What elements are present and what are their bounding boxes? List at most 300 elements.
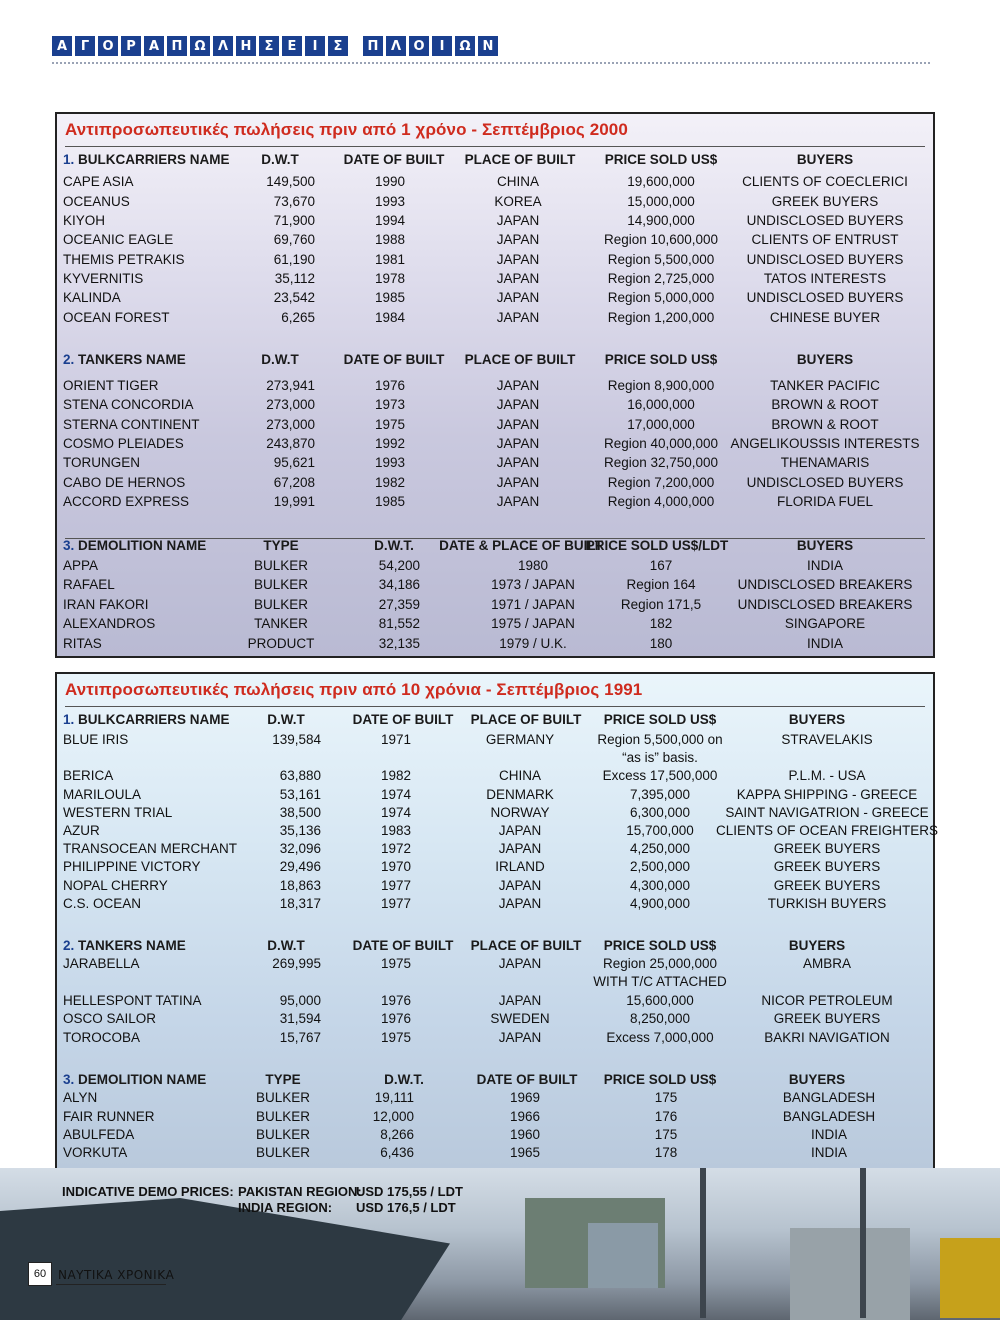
- port-machine: [940, 1238, 1000, 1318]
- header-letter: Ο: [98, 36, 118, 56]
- demo-1991-cell-date-place: 1966: [509, 1109, 541, 1124]
- demo-2000-cell-price: 167: [649, 558, 673, 573]
- demo-2000-cell-buyers: INDIA: [806, 636, 844, 651]
- tank-2000-cell-price: Region 40,000,000: [603, 436, 719, 451]
- port-building: [790, 1228, 910, 1320]
- demo-2000-header-row: [57, 538, 933, 557]
- bulk-1991-cell-buyers: KAPPA SHIPPING - GREECE: [736, 787, 918, 802]
- tank-1991-cell-date: 1975: [380, 1030, 412, 1045]
- demo-2000-cell-buyers: UNDISCLOSED BREAKERS: [737, 597, 913, 612]
- header-letter: Σ: [259, 36, 279, 56]
- tank-1991-row: [57, 1011, 933, 1030]
- tank-2000-cell-price: Region 8,900,000: [607, 378, 715, 393]
- bulk-2000-cell-place: JAPAN: [496, 310, 540, 325]
- tank-1991-cell-date: 1975: [380, 956, 412, 971]
- tank-2000-row: [57, 494, 933, 513]
- header-letter: Η: [236, 36, 256, 56]
- bulk-2000-cell-dwt: 61,190: [273, 252, 315, 267]
- demo-1991-cell-price: 175: [654, 1127, 678, 1142]
- tank-2000-header-buyers: BUYERS: [796, 352, 854, 367]
- demo-1991-row: [57, 1109, 933, 1128]
- demo-2000-cell-name: IRAN FAKORI: [63, 597, 149, 612]
- bulk-1991-cell-name: PHILIPPINE VICTORY: [63, 859, 201, 874]
- header-divider: [52, 62, 930, 64]
- demo-2000-cell-date-place: 1971 / JAPAN: [491, 597, 575, 612]
- bulk-2000-cell-price: Region 2,725,000: [607, 271, 715, 286]
- demo-1991-cell-name: ABULFEDA: [63, 1127, 135, 1142]
- indicative-label: INDICATIVE DEMO PRICES:: [62, 1184, 234, 1199]
- bulk-1991-cell-dwt: 63,880: [279, 768, 321, 783]
- bulk-1991-header-place: PLACE OF BUILT: [470, 712, 582, 727]
- demo-2000-header-dwt: D.W.T.: [374, 538, 414, 553]
- tank-1991-cell-place: JAPAN: [498, 1030, 542, 1045]
- demo-2000-section-number: 3.: [63, 538, 75, 553]
- demo-1991-cell-dwt: 19,111: [374, 1090, 414, 1105]
- bulk-1991-cell-buyers: GREEK BUYERS: [773, 841, 881, 856]
- bulk-1991-cell-name: WESTERN TRIAL: [63, 805, 173, 820]
- bulk-1991-cell-place: JAPAN: [498, 841, 542, 856]
- bulk-1991-cell-buyers: GREEK BUYERS: [773, 878, 881, 893]
- magazine-name: ΝΑΥΤΙΚΑ ΧΡΟΝΙΚΑ: [58, 1268, 175, 1282]
- tank-2000-cell-date: 1985: [374, 494, 406, 509]
- demo-2000-cell-type: BULKER: [253, 577, 309, 592]
- bulk-1991-cell-price: “as is” basis.: [622, 750, 698, 765]
- bulk-2000-cell-name: OCEAN FOREST: [63, 310, 170, 325]
- header-letter: Ο: [409, 36, 429, 56]
- tank-2000-header-place: PLACE OF BUILT: [464, 352, 576, 367]
- demo-2000-cell-price: 182: [649, 616, 673, 631]
- tank-2000-cell-buyers: ANGELIKOUSSIS INTERESTS: [730, 436, 920, 451]
- magazine-underline: [56, 1284, 166, 1285]
- bulk-2000-cell-date: 1993: [374, 194, 406, 209]
- demo-2000-cell-dwt: 54,200: [378, 558, 420, 573]
- demo-2000-cell-dwt: 27,359: [378, 597, 420, 612]
- bulk-1991-cell-place: JAPAN: [498, 823, 542, 838]
- tank-1991-cell-date: 1976: [380, 993, 412, 1008]
- bulk-2000-row: [57, 194, 933, 213]
- bulk-1991-cell-place: CHINA: [498, 768, 542, 783]
- bulk-2000-cell-buyers: GREEK BUYERS: [771, 194, 879, 209]
- bulk-2000-cell-price: Region 5,500,000: [607, 252, 715, 267]
- tank-1991-header-buyers: BUYERS: [788, 938, 846, 953]
- bulk-2000-cell-date: 1994: [374, 213, 406, 228]
- demo-1991-row: [57, 1127, 933, 1146]
- bulk-1991-cell-place: GERMANY: [485, 732, 555, 747]
- tank-2000-row: [57, 455, 933, 474]
- bulk-1991-cell-date: 1972: [380, 841, 412, 856]
- tank-1991-cell-name: OSCO SAILOR: [63, 1011, 157, 1026]
- bulk-2000-cell-dwt: 69,760: [273, 232, 315, 247]
- tank-1991-cell-dwt: 269,995: [272, 956, 321, 971]
- bulk-1991-cell-price: 4,900,000: [629, 896, 691, 911]
- bulk-1991-row: [57, 859, 933, 878]
- tank-1991-header-price: PRICE SOLD US$: [603, 938, 717, 953]
- bulk-1991-cell-date: 1982: [380, 768, 412, 783]
- bulk-2000-cell-place: JAPAN: [496, 232, 540, 247]
- demo-2000-cell-price: 180: [649, 636, 673, 651]
- tank-2000-cell-place: JAPAN: [496, 494, 540, 509]
- bulk-1991-cell-buyers: GREEK BUYERS: [773, 859, 881, 874]
- tank-1991-header-date: DATE OF BUILT: [352, 938, 454, 953]
- demo-2000-row: [57, 577, 933, 596]
- tank-2000-cell-buyers: THENAMARIS: [780, 455, 870, 470]
- panel-title: Αντιπροσωπευτικές πωλήσεις πριν από 10 χρόνια - Σεπτέμβριος 1991: [65, 680, 643, 699]
- tank-1991-cell-buyers: BAKRI NAVIGATION: [764, 1030, 890, 1045]
- tank-2000-cell-date: 1975: [374, 417, 406, 432]
- tank-2000-cell-place: JAPAN: [496, 378, 540, 393]
- tank-2000-cell-name: ACCORD EXPRESS: [63, 494, 190, 509]
- bulk-1991-cell-place: IRLAND: [495, 859, 545, 874]
- bulk-2000-cell-place: CHINA: [496, 174, 540, 189]
- bulk-2000-row: [57, 252, 933, 271]
- tank-2000-header-row: [57, 352, 933, 371]
- bulk-1991-header-buyers: BUYERS: [788, 712, 846, 727]
- bulk-1991-cell-place: DENMARK: [486, 787, 554, 802]
- demo-2000-cell-name: APPA: [63, 558, 99, 573]
- demo-1991-cell-buyers: INDIA: [810, 1145, 848, 1160]
- demo-2000-header-name: DEMOLITION NAME: [78, 538, 207, 553]
- truck-cabin: [588, 1223, 658, 1288]
- bulk-2000-header-name: BULKCARRIERS NAME: [78, 152, 230, 167]
- bulk-1991-row: [57, 823, 939, 842]
- panel-title: Αντιπροσωπευτικές πωλήσεις πριν από 1 χρόνο - Σεπτέμβριος 2000: [65, 120, 628, 139]
- demo-1991-cell-price: 176: [654, 1109, 678, 1124]
- bulk-1991-cell-price: 2,500,000: [629, 859, 691, 874]
- demo-1991-header-buyers: BUYERS: [788, 1072, 846, 1087]
- bulk-1991-cell-dwt: 38,500: [279, 805, 321, 820]
- demo-1991-cell-price: 175: [654, 1090, 678, 1105]
- tank-1991-cell-name: HELLESPONT TATINA: [63, 993, 202, 1008]
- demo-2000-header-date-place: DATE & PLACE OF BUILT: [439, 538, 603, 553]
- bulk-2000-row: [57, 310, 933, 329]
- bulk-1991-cell-name: C.S. OCEAN: [63, 896, 142, 911]
- bulk-1991-cell-name: AZUR: [63, 823, 100, 838]
- demo-2000-row: [57, 597, 933, 616]
- demo-2000-cell-type: BULKER: [253, 597, 309, 612]
- page-number: 60: [28, 1262, 52, 1286]
- bulk-2000-cell-price: Region 1,200,000: [607, 310, 715, 325]
- tank-1991-cell-price: Excess 7,000,000: [606, 1030, 714, 1045]
- tank-1991-section-number: 2.: [63, 938, 75, 953]
- demo-2000-cell-date-place: 1975 / JAPAN: [491, 616, 575, 631]
- tank-2000-cell-dwt: 95,621: [273, 455, 315, 470]
- panel-sales-2000: [55, 112, 935, 658]
- demo-2000-row: [57, 636, 933, 655]
- pakistan-value: USD 175,55 / LDT: [356, 1184, 463, 1199]
- title-underline: [65, 146, 925, 147]
- bulk-2000-header-date: DATE OF BUILT: [343, 152, 445, 167]
- header-letter: Ν: [478, 36, 498, 56]
- bulk-1991-cell-dwt: 18,863: [279, 878, 321, 893]
- bulk-1991-row: [57, 787, 933, 806]
- tank-1991-cell-buyers: GREEK BUYERS: [773, 1011, 881, 1026]
- tank-2000-cell-dwt: 19,991: [273, 494, 315, 509]
- tank-2000-header-dwt: D.W.T: [261, 352, 299, 367]
- tank-1991-cell-price: 8,250,000: [629, 1011, 691, 1026]
- bulk-1991-cell-buyers: SAINT NAVIGATRION - GREECE: [725, 805, 929, 820]
- bulk-1991-header-row: [57, 712, 933, 731]
- tank-2000-row: [57, 475, 933, 494]
- bulk-1991-cell-price: Region 5,500,000 on: [597, 732, 723, 747]
- demo-2000-header-buyers: BUYERS: [796, 538, 854, 553]
- bulk-1991-cell-buyers: STRAVELAKIS: [781, 732, 873, 747]
- bulk-2000-header-price: PRICE SOLD US$: [604, 152, 718, 167]
- header-letter: Π: [167, 36, 187, 56]
- header-gap: [351, 36, 360, 56]
- bulk-1991-cell-dwt: 18,317: [279, 896, 321, 911]
- bulk-2000-cell-place: JAPAN: [496, 252, 540, 267]
- tank-1991-row: [57, 1030, 933, 1049]
- bulk-1991-cell-place: JAPAN: [498, 878, 542, 893]
- bulk-1991-cell-price: Excess 17,500,000: [602, 768, 718, 783]
- demo-2000-cell-date-place: 1980: [517, 558, 549, 573]
- bulk-2000-cell-price: Region 10,600,000: [603, 232, 719, 247]
- bulk-1991-cell-price: 4,250,000: [629, 841, 691, 856]
- bulk-1991-cell-price: 7,395,000: [629, 787, 691, 802]
- bulk-1991-cell-buyers: TURKISH BUYERS: [767, 896, 887, 911]
- tank-2000-cell-dwt: 273,000: [266, 397, 315, 412]
- tank-2000-cell-name: STERNA CONTINENT: [63, 417, 200, 432]
- bulk-2000-cell-buyers: UNDISCLOSED BUYERS: [746, 290, 904, 305]
- demo-2000-cell-name: RITAS: [63, 636, 102, 651]
- demo-2000-cell-buyers: INDIA: [806, 558, 844, 573]
- header-letter: Α: [144, 36, 164, 56]
- tank-2000-cell-date: 1993: [374, 455, 406, 470]
- bulk-2000-cell-date: 1978: [374, 271, 406, 286]
- bulk-2000-cell-dwt: 23,542: [273, 290, 315, 305]
- pakistan-label: PAKISTAN REGION:: [238, 1184, 362, 1199]
- bulk-2000-row: [57, 271, 933, 290]
- bulk-2000-cell-name: KIYOH: [63, 213, 106, 228]
- bulk-2000-cell-date: 1990: [374, 174, 406, 189]
- tank-1991-header-name: TANKERS NAME: [78, 938, 186, 953]
- bulk-1991-cell-date: 1970: [380, 859, 412, 874]
- tank-2000-cell-name: CABO DE HERNOS: [63, 475, 186, 490]
- bulk-2000-row: [57, 174, 933, 193]
- bulk-1991-cell-dwt: 32,096: [279, 841, 321, 856]
- demo-2000-cell-type: BULKER: [253, 558, 309, 573]
- tank-1991-cell-price: Region 25,000,000: [602, 956, 718, 971]
- demo-2000-header-price: PRICE SOLD US$/LDT: [585, 538, 729, 553]
- demo-1991-row: [57, 1090, 933, 1109]
- tank-2000-row: [57, 436, 933, 455]
- bulk-2000-cell-dwt: 71,900: [273, 213, 315, 228]
- bulk-1991-cell-date: 1971: [380, 732, 412, 747]
- tank-2000-cell-date: 1973: [374, 397, 406, 412]
- tank-2000-cell-price: Region 32,750,000: [603, 455, 719, 470]
- demo-1991-header-name: DEMOLITION NAME: [78, 1072, 207, 1087]
- demo-2000-cell-price: Region 164: [626, 577, 696, 592]
- tank-2000-cell-dwt: 273,000: [266, 417, 315, 432]
- bulk-1991-row: [57, 805, 933, 824]
- bulk-2000-cell-buyers: CLIENTS OF ENTRUST: [751, 232, 899, 247]
- bulk-2000-cell-name: KYVERNITIS: [63, 271, 144, 286]
- bulk-2000-row: [57, 290, 933, 309]
- tank-2000-cell-place: JAPAN: [496, 397, 540, 412]
- bulk-1991-cell-date: 1974: [380, 805, 412, 820]
- bulk-1991-row: [57, 768, 933, 787]
- bulk-2000-cell-date: 1988: [374, 232, 406, 247]
- header-letter: Ι: [305, 36, 325, 56]
- demo-2000-header-type: TYPE: [263, 538, 299, 553]
- tank-1991-cell-date: 1976: [380, 1011, 412, 1026]
- demo-1991-cell-name: ALYN: [63, 1090, 98, 1105]
- tank-1991-cell-name: TOROCOBA: [63, 1030, 141, 1045]
- tank-2000-cell-dwt: 273,941: [266, 378, 315, 393]
- bulk-1991-cell-date: 1974: [380, 787, 412, 802]
- tank-2000-cell-dwt: 67,208: [273, 475, 315, 490]
- tank-1991-cell-place: JAPAN: [498, 956, 542, 971]
- bulk-2000-row: [57, 232, 933, 251]
- bulk-1991-cell-name: MARILOULA: [63, 787, 142, 802]
- tank-1991-cell-price: WITH T/C ATTACHED: [593, 974, 727, 989]
- tank-2000-cell-name: ORIENT TIGER: [63, 378, 159, 393]
- ship-hull: [0, 1198, 450, 1320]
- bulk-1991-row: [57, 878, 933, 897]
- tank-2000-cell-buyers: TANKER PACIFIC: [770, 378, 880, 393]
- section-header: [52, 36, 498, 56]
- bulk-1991-cell-dwt: 53,161: [279, 787, 321, 802]
- bulk-1991-cell-date: 1977: [380, 878, 412, 893]
- bulk-1991-cell-name: BLUE IRIS: [63, 732, 129, 747]
- demo-1991-cell-date-place: 1960: [509, 1127, 541, 1142]
- bulk-1991-cell-price: 15,700,000: [626, 823, 694, 838]
- bulk-1991-header-name: BULKCARRIERS NAME: [78, 712, 230, 727]
- demo-2000-cell-buyers: UNDISCLOSED BREAKERS: [737, 577, 913, 592]
- bulk-2000-section-number: 1.: [63, 152, 75, 167]
- india-label: INDIA REGION:: [238, 1200, 333, 1215]
- bulk-2000-cell-name: THEMIS PETRAKIS: [63, 252, 185, 267]
- demo-1991-cell-dwt: 12,000: [372, 1109, 414, 1124]
- bulk-1991-header-date: DATE OF BUILT: [352, 712, 454, 727]
- demo-2000-row: [57, 558, 933, 577]
- demo-1991-cell-buyers: BANGLADESH: [782, 1090, 876, 1105]
- bulk-2000-cell-buyers: TATOS INTERESTS: [763, 271, 887, 286]
- tank-2000-section-number: 2.: [63, 352, 75, 367]
- bulk-1991-cell-dwt: 29,496: [279, 859, 321, 874]
- tank-1991-cell-dwt: 31,594: [279, 1011, 321, 1026]
- bulk-2000-cell-name: OCEANUS: [63, 194, 130, 209]
- demo-1991-cell-buyers: INDIA: [810, 1127, 848, 1142]
- tank-1991-cell-dwt: 95,000: [279, 993, 321, 1008]
- bulk-2000-header-dwt: D.W.T: [261, 152, 299, 167]
- tank-2000-header-date: DATE OF BUILT: [343, 352, 445, 367]
- tank-2000-cell-place: JAPAN: [496, 455, 540, 470]
- tank-1991-header-place: PLACE OF BUILT: [470, 938, 582, 953]
- tank-1991-cell-dwt: 15,767: [279, 1030, 321, 1045]
- header-letter: Ω: [455, 36, 475, 56]
- bulk-2000-row: [57, 213, 933, 232]
- tank-2000-cell-price: Region 4,000,000: [607, 494, 715, 509]
- demo-1991-cell-dwt: 8,266: [380, 1127, 414, 1142]
- demo-1991-cell-date-place: 1969: [509, 1090, 541, 1105]
- bulk-2000-cell-name: KALINDA: [63, 290, 121, 305]
- demo-2000-cell-dwt: 32,135: [378, 636, 420, 651]
- tank-1991-row: [57, 993, 933, 1012]
- header-letter: Γ: [75, 36, 95, 56]
- tank-1991-cell-place: SWEDEN: [490, 1011, 550, 1026]
- tank-1991-cell-price: 15,600,000: [626, 993, 694, 1008]
- bulk-2000-cell-buyers: CLIENTS OF COECLERICI: [742, 174, 908, 189]
- bulk-1991-cell-price: 4,300,000: [629, 878, 691, 893]
- bulk-1991-row: [57, 732, 933, 751]
- bulk-1991-header-dwt: D.W.T: [267, 712, 305, 727]
- bulk-1991-cell-date: 1983: [380, 823, 412, 838]
- panel-sales-1991: [55, 672, 939, 1170]
- bulk-2000-header-place: PLACE OF BUILT: [464, 152, 576, 167]
- bulk-1991-cell-buyers: CLIENTS OF OCEAN FREIGHTERS: [715, 823, 939, 838]
- tank-1991-row: [57, 974, 933, 993]
- bulk-2000-cell-buyers: UNDISCLOSED BUYERS: [746, 213, 904, 228]
- tank-1991-cell-buyers: AMBRA: [802, 956, 852, 971]
- demo-2000-cell-name: RAFAEL: [63, 577, 115, 592]
- tank-2000-cell-price: Region 7,200,000: [607, 475, 715, 490]
- demo-2000-cell-type: PRODUCT: [247, 636, 315, 651]
- bulk-2000-cell-price: 19,600,000: [627, 174, 695, 189]
- bulk-2000-cell-buyers: CHINESE BUYER: [769, 310, 881, 325]
- demo-1991-cell-type: BULKER: [255, 1145, 311, 1160]
- demo-1991-cell-dwt: 6,436: [380, 1145, 414, 1160]
- demo-2000-cell-type: TANKER: [254, 616, 308, 631]
- bulk-1991-cell-place: NORWAY: [490, 805, 550, 820]
- demo-1991-cell-date-place: 1965: [509, 1145, 541, 1160]
- tank-2000-row: [57, 378, 933, 397]
- bulk-2000-cell-buyers: UNDISCLOSED BUYERS: [746, 252, 904, 267]
- bulk-1991-cell-name: BERICA: [63, 768, 114, 783]
- demo-1991-cell-price: 178: [654, 1145, 678, 1160]
- tank-2000-cell-date: 1976: [374, 378, 406, 393]
- tank-2000-cell-date: 1992: [374, 436, 406, 451]
- crane-pole: [700, 1168, 706, 1318]
- tank-2000-header-name: TANKERS NAME: [78, 352, 186, 367]
- demo-1991-header-dwt: D.W.T.: [384, 1072, 424, 1087]
- tank-2000-cell-place: JAPAN: [496, 417, 540, 432]
- demo-1991-cell-name: VORKUTA: [63, 1145, 128, 1160]
- tank-2000-cell-place: JAPAN: [496, 475, 540, 490]
- demo-1991-row: [57, 1145, 933, 1164]
- tank-1991-cell-place: JAPAN: [498, 993, 542, 1008]
- tank-2000-cell-date: 1982: [374, 475, 406, 490]
- demo-1991-header-row: [57, 1072, 933, 1091]
- bulk-2000-cell-dwt: 35,112: [274, 271, 315, 286]
- bulk-1991-cell-buyers: P.L.M. - USA: [788, 768, 866, 783]
- tank-2000-cell-price: 16,000,000: [627, 397, 695, 412]
- header-letter: Ι: [432, 36, 452, 56]
- crane-pole: [860, 1168, 866, 1318]
- demo-1991-section-number: 3.: [63, 1072, 75, 1087]
- demo-2000-cell-price: Region 171,5: [620, 597, 702, 612]
- tank-1991-row: [57, 956, 933, 975]
- demo-1991-header-date-place: DATE OF BUILT: [476, 1072, 578, 1087]
- bulk-2000-header-row: [57, 152, 933, 171]
- tank-2000-header-price: PRICE SOLD US$: [604, 352, 718, 367]
- tank-2000-cell-place: JAPAN: [496, 436, 540, 451]
- bulk-2000-cell-place: KOREA: [494, 194, 542, 209]
- bulk-2000-header-buyers: BUYERS: [796, 152, 854, 167]
- bulk-2000-cell-date: 1984: [374, 310, 406, 325]
- bulk-2000-cell-place: JAPAN: [496, 290, 540, 305]
- demo-1991-cell-name: FAIR RUNNER: [63, 1109, 155, 1124]
- tank-1991-header-row: [57, 938, 933, 957]
- bulk-2000-cell-price: 15,000,000: [627, 194, 695, 209]
- bulk-2000-cell-price: 14,900,000: [627, 213, 695, 228]
- demo-2000-cell-name: ALEXANDROS: [63, 616, 156, 631]
- bulk-2000-cell-date: 1981: [374, 252, 406, 267]
- demo-1991-header-type: TYPE: [265, 1072, 301, 1087]
- bulk-1991-cell-date: 1977: [380, 896, 412, 911]
- demo-1991-cell-buyers: BANGLADESH: [782, 1109, 876, 1124]
- bulk-2000-cell-place: JAPAN: [496, 213, 540, 228]
